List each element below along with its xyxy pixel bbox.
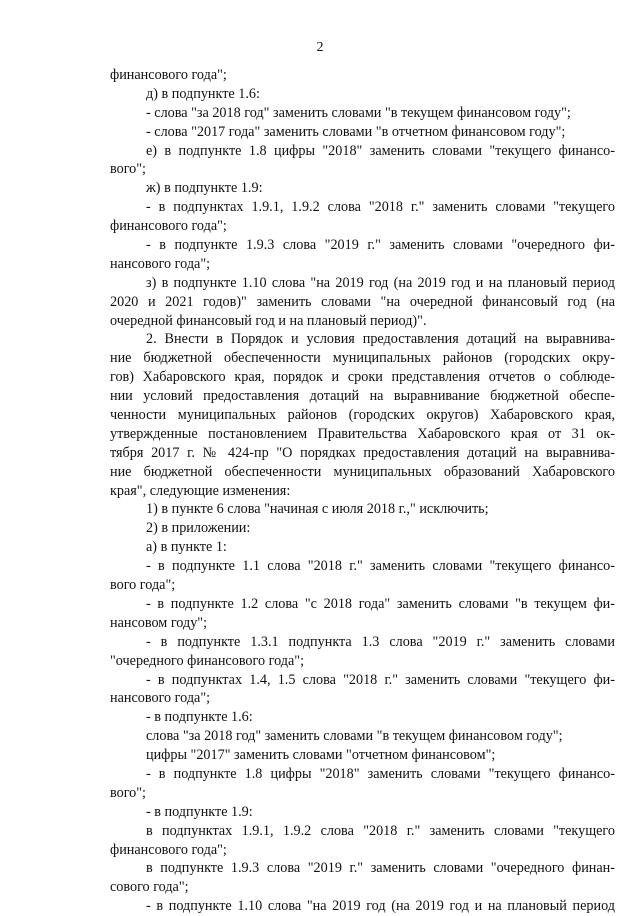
text-line: - в подпункте 1.6: bbox=[146, 709, 253, 726]
text-line: е) в подпункте 1.8 цифры "2018" заменить словами "текущего финансо- bbox=[146, 142, 615, 159]
text-line: нансового года"; bbox=[110, 255, 211, 272]
text-line: - слова "за 2018 год" заменить словами "в текущем финансовом году"; bbox=[146, 104, 571, 121]
text-line: вого года"; bbox=[110, 577, 176, 594]
body-text bbox=[110, 66, 615, 916]
text-line: - в подпунктах 1.9.1, 1.9.2 слова "2018 г." заменить словами "текущего bbox=[146, 199, 615, 216]
text-line: нансового года"; bbox=[110, 690, 211, 707]
text-line: нансовом году"; bbox=[110, 614, 208, 631]
text-line: нии условий предоставления дотаций на выравнивание бюджетной обеспе- bbox=[110, 388, 615, 405]
text-line: очередной финансовый год и на плановый период)". bbox=[110, 312, 427, 329]
text-line: "очередного финансового года"; bbox=[110, 652, 305, 669]
text-line: - в подпунктах 1.4, 1.5 слова "2018 г." заменить словами "текущего фи- bbox=[146, 671, 615, 688]
text-line: вого"; bbox=[110, 161, 146, 178]
text-line: 2020 и 2021 годов)" заменить словами "на очередной финансовый год (на bbox=[110, 293, 615, 310]
text-line: - в подпункте 1.2 слова "с 2018 года" заменить словами "в текущем фи- bbox=[146, 595, 615, 612]
text-line: края", следующие изменения: bbox=[110, 482, 291, 499]
text-line: 2. Внести в Порядок и условия предоставления дотаций на выравнива- bbox=[146, 331, 615, 348]
text-line: финансового года"; bbox=[110, 67, 227, 83]
text-line: - в подпункте 1.9: bbox=[146, 803, 253, 820]
text-line: - в подпункте 1.10 слова "на 2019 год (на 2019 год и на плановый период bbox=[146, 898, 615, 915]
text-line: утвержденные постановлением Правительства Хабаровского края от 31 ок- bbox=[110, 425, 615, 442]
text-line: цифры "2017" заменить словами "отчетном финансовом"; bbox=[146, 747, 496, 764]
text-line: а) в пункте 1: bbox=[146, 539, 227, 556]
text-line: тября 2017 г. № 424-пр "О порядках предоставления дотаций на выравнива- bbox=[110, 444, 615, 461]
page-number: 2 bbox=[316, 40, 324, 55]
text-line: - слова "2017 года" заменить словами "в отчетном финансовом году"; bbox=[146, 123, 566, 140]
text-line: в подпунктах 1.9.1, 1.9.2 слова "2018 г." заменить словами "текущего bbox=[146, 822, 615, 839]
text-line: ние бюджетной обеспеченности муниципальных образований Хабаровского bbox=[110, 463, 615, 480]
text-line: ние бюджетной обеспеченности муниципальных районов (городских окру- bbox=[110, 350, 615, 367]
text-line: - в подпункте 1.8 цифры "2018" заменить словами "текущего финансо- bbox=[146, 765, 615, 782]
text-line: 2) в приложении: bbox=[146, 520, 251, 537]
text-line: - в подпункте 1.1 слова "2018 г." заменить словами "текущего финансо- bbox=[146, 558, 615, 575]
text-line: 1) в пункте 6 слова "начиная с июля 2018 г.," исключить; bbox=[146, 501, 489, 518]
text-line: ж) в подпункте 1.9: bbox=[146, 180, 263, 197]
text-line: слова "за 2018 год" заменить словами "в текущем финансовом году"; bbox=[146, 728, 563, 745]
text-line: финансового года"; bbox=[110, 841, 227, 858]
text-line: - в подпункте 1.3.1 подпункта 1.3 слова "2019 г." заменить словами bbox=[146, 633, 615, 650]
text-line: сового года"; bbox=[110, 879, 189, 896]
text-line: ченности муниципальных районов (городских округов) Хабаровского края, bbox=[110, 407, 615, 424]
text-line: гов) Хабаровского края, порядок и сроки представления отчетов о соблюде- bbox=[110, 369, 615, 386]
text-line: д) в подпункте 1.6: bbox=[146, 85, 260, 102]
text-line: в подпункте 1.9.3 слова "2019 г." заменить словами "очередного финан- bbox=[146, 860, 615, 877]
text-line: финансового года"; bbox=[110, 218, 227, 235]
text-line: - в подпункте 1.9.3 слова "2019 г." заменить словами "очередного фи- bbox=[146, 237, 615, 254]
text-line: з) в подпункте 1.10 слова "на 2019 год (на 2019 год и на плановый период bbox=[146, 274, 615, 291]
text-line: вого"; bbox=[110, 784, 146, 801]
